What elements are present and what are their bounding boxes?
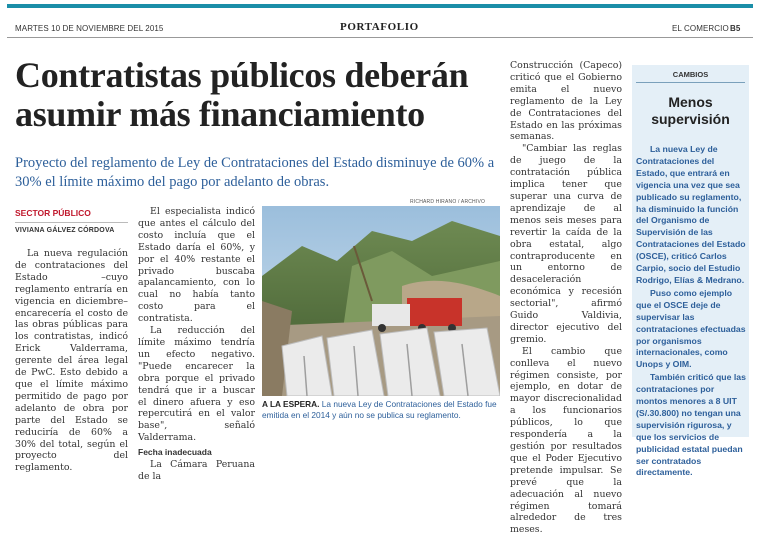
page-number: B5 [730, 24, 741, 33]
sidebar-tag: CAMBIOS [672, 70, 709, 79]
sidebar-paragraph: También criticó que las contrataciones por montos menores a 8 UIT (S/.30.800) no tengan una supervisión rigurosa, y que los servicios de publicidad estatal puedan ser contratados directamente. [636, 372, 746, 478]
deck: Proyecto del reglamento de Ley de Contrataciones del Estado disminuye de 60% a 30% el límite máximo del pago por adelanto de obras. [15, 155, 495, 190]
paragraph: El cambio que conlleva el nuevo régimen consiste, por ejemplo, en dotar de mayor discrecionalidad a los funcionarios públicos, lo que respondería a la gestión por resultados que el Poder Ejecutivo pretende impulsar. Se prevé que la adecuación al nuevo régimen tomará alrededor de tres meses. [510, 345, 622, 536]
section-title: PORTAFOLIO [340, 21, 419, 33]
article-column-2 [138, 206, 255, 483]
paragraph: "Cambiar las reglas de juego de la contratación pública implica tener que superar una curva de aprendizaje de al menos seis meses para revertir la caída de la obra estatal, algo contraproducente en un entorno de desaceleración económica y recesión sectorial", afirmó Guido Valdivia, director ejecutivo del gremio. [510, 143, 622, 345]
sidebar-title: Menos supervisión [651, 94, 730, 127]
subhead: Fecha inadecuada [138, 447, 212, 458]
sidebar-paragraph: Puso como ejemplo que el OSCE deje de supervisar las contrataciones efectuadas por organismos internacionales, como Unops y OIM. [636, 287, 746, 370]
sidebar-body [636, 144, 746, 480]
header-divider [7, 37, 753, 38]
section-tag-rule [15, 222, 128, 223]
article-column-1 [15, 248, 128, 474]
construction-photo [262, 206, 500, 396]
photo-credit: RICHARD HIRANO / ARCHIVO [410, 199, 486, 205]
section-tag: SECTOR PÚBLICO [15, 208, 91, 218]
sidebar-paragraph: La nueva Ley de Contrataciones del Estado, que entrará en vigencia una vez que sea publicado su reglamento, ha disminuido la función del Organismo de Supervisión de las Contrataciones del Estado (OSCE), criticó Carlos Carpio, socio del Estudio Rodrigo, Elías & Medrano. [636, 144, 746, 285]
top-accent-bar [7, 4, 753, 8]
issue-date: MARTES 10 DE NOVIEMBRE DEL 2015 [15, 24, 164, 33]
paragraph: El especialista indicó que antes el cálculo del costo incluía que el Estado daría el 60%, y por el 40% restante el privado buscaba apalancamiento, con lo cual no había tanto costo para el contratista. [138, 206, 255, 325]
paragraph: La reducción del límite máximo tendría un efecto negativo. "Puede encarecer la obra porque el privado tendrá que ir a buscar el dinero afuera y eso repercutirá en el valor base", señaló Valderrama. [138, 325, 255, 444]
paragraph: La Cámara Peruana de la [138, 459, 255, 482]
paragraph: La nueva regulación de contrataciones del Estado –cuyo reglamento entraría en vigencia en diciembre– encarecería el costo de las obras públicas para los contratistas, indicó Erick Valderrama, gerente del área legal de PwC. Esto debido a que el límite máximo permitido de pago por adelanto de obra por parte del Estado se reduciría de 60% a 30% del total, según el proyecto del reglamento. [15, 248, 128, 474]
byline: VIVIANA GÁLVEZ CÓRDOVA [15, 227, 115, 234]
article-column-3 [510, 60, 622, 536]
photo-caption [262, 399, 502, 421]
headline: Contratistas públicos deberán asumir más financiamiento [15, 55, 469, 134]
paragraph: Construcción (Capeco) criticó que el Gobierno emita el nuevo reglamento de la Ley de Contrataciones del Estado en las próximas semanas. [510, 60, 622, 143]
caption-text: La nueva Ley de Contrataciones del Estado fue emitida en el 2014 y aún no se publica su reglamento. [262, 399, 497, 420]
sidebar-rule [636, 82, 745, 83]
construction-photo-illustration [262, 206, 500, 396]
publication-name: EL COMERCIO [672, 24, 729, 33]
caption-lead: A LA ESPERA. [262, 399, 320, 409]
